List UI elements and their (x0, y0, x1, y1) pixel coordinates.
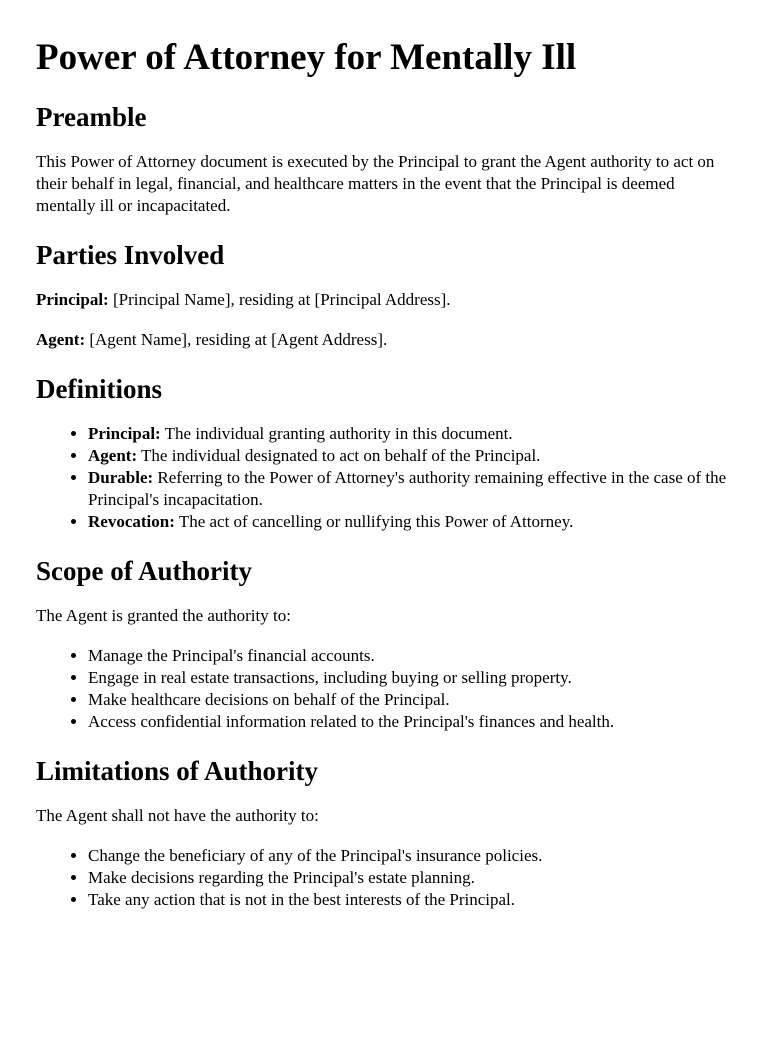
definition-text: The act of cancelling or nullifying this Power of Attorney. (174, 512, 574, 531)
definition-text: The individual designated to act on behalf of the Principal. (137, 446, 541, 465)
agent-party-label: Agent: (36, 330, 86, 349)
limitations-list (36, 845, 734, 911)
scope-item: • Engage in real estate transactions, including buying or selling property. (88, 667, 734, 689)
parties-heading: Parties Involved (36, 240, 225, 270)
agent-party-text: [Agent Name], residing at [Agent Address]. (85, 330, 388, 349)
definitions-list (36, 423, 734, 533)
limitation-item: • Make decisions regarding the Principal's estate planning. (88, 867, 734, 889)
preamble-text: This Power of Attorney document is executed by the Principal to grant the Agent authority to act on their behalf in legal, financial, and healthcare matters in the event that the Principal is deemed mentally ill or incapacitated. (36, 152, 715, 215)
limitations-heading: Limitations of Authority (36, 756, 319, 786)
scope-heading: Scope of Authority (36, 556, 252, 586)
limitation-item: • Take any action that is not in the best interests of the Principal. (88, 889, 734, 911)
principal-party-label: Principal: (36, 290, 109, 309)
scope-item: • Make healthcare decisions on behalf of the Principal. (88, 689, 734, 711)
principal-party (36, 289, 734, 311)
definition-text: The individual granting authority in this document. (160, 424, 513, 443)
definition-term: Agent: (88, 446, 138, 465)
definition-term: Durable: (88, 468, 154, 487)
scope-intro: The Agent is granted the authority to: (36, 606, 291, 625)
limitation-item: • Change the beneficiary of any of the Principal's insurance policies. (88, 845, 734, 867)
definition-term: Revocation: (88, 512, 175, 531)
definition-item (88, 467, 734, 511)
preamble-heading: Preamble (36, 102, 147, 132)
definition-item (88, 445, 734, 467)
limitations-intro: The Agent shall not have the authority to: (36, 806, 319, 825)
definition-term: Principal: (88, 424, 161, 443)
document-page (0, 37, 770, 911)
scope-list (36, 645, 734, 733)
scope-item: • Manage the Principal's financial accounts. (88, 645, 734, 667)
document-title: Power of Attorney for Mentally Ill (36, 37, 577, 78)
scope-item: • Access confidential information related to the Principal's finances and health. (88, 711, 734, 733)
definition-item (88, 423, 734, 445)
principal-party-text: [Principal Name], residing at [Principal Address]. (108, 290, 451, 309)
definitions-heading: Definitions (36, 374, 163, 404)
definition-text: Referring to the Power of Attorney's authority remaining effective in the case of the Principal's incapacitation. (88, 468, 727, 509)
definition-item (88, 511, 734, 533)
agent-party (36, 329, 734, 351)
